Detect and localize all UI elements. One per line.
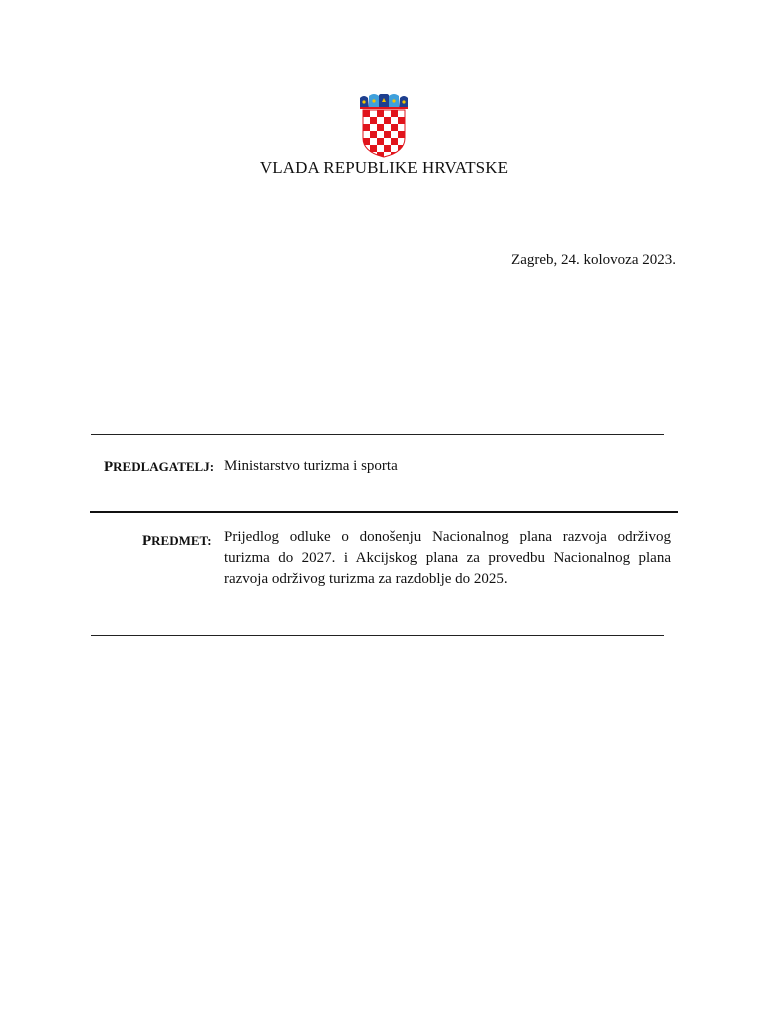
coat-of-arms-icon: [358, 94, 410, 158]
crown-icon: [360, 94, 408, 109]
subject-value: Prijedlog odluke o donošenju Nacionalnog plana razvoja održivog turizma do 2027. i Akcijskog plana za provedbu Nacionalnog plana razvoja održivog turizma za razdoblje do 2025.: [224, 529, 671, 587]
divider-middle: [90, 511, 678, 513]
subject-label: PREDMET:: [142, 533, 212, 549]
proposer-value: Ministarstvo turizma i sporta: [224, 458, 398, 474]
government-title: VLADA REPUBLIKE HRVATSKE: [259, 158, 509, 177]
divider-top: [91, 434, 664, 435]
divider-bottom: [91, 635, 664, 636]
proposer-label: PREDLAGATELJ:: [104, 459, 215, 475]
document-date: Zagreb, 24. kolovoza 2023.: [511, 252, 676, 268]
